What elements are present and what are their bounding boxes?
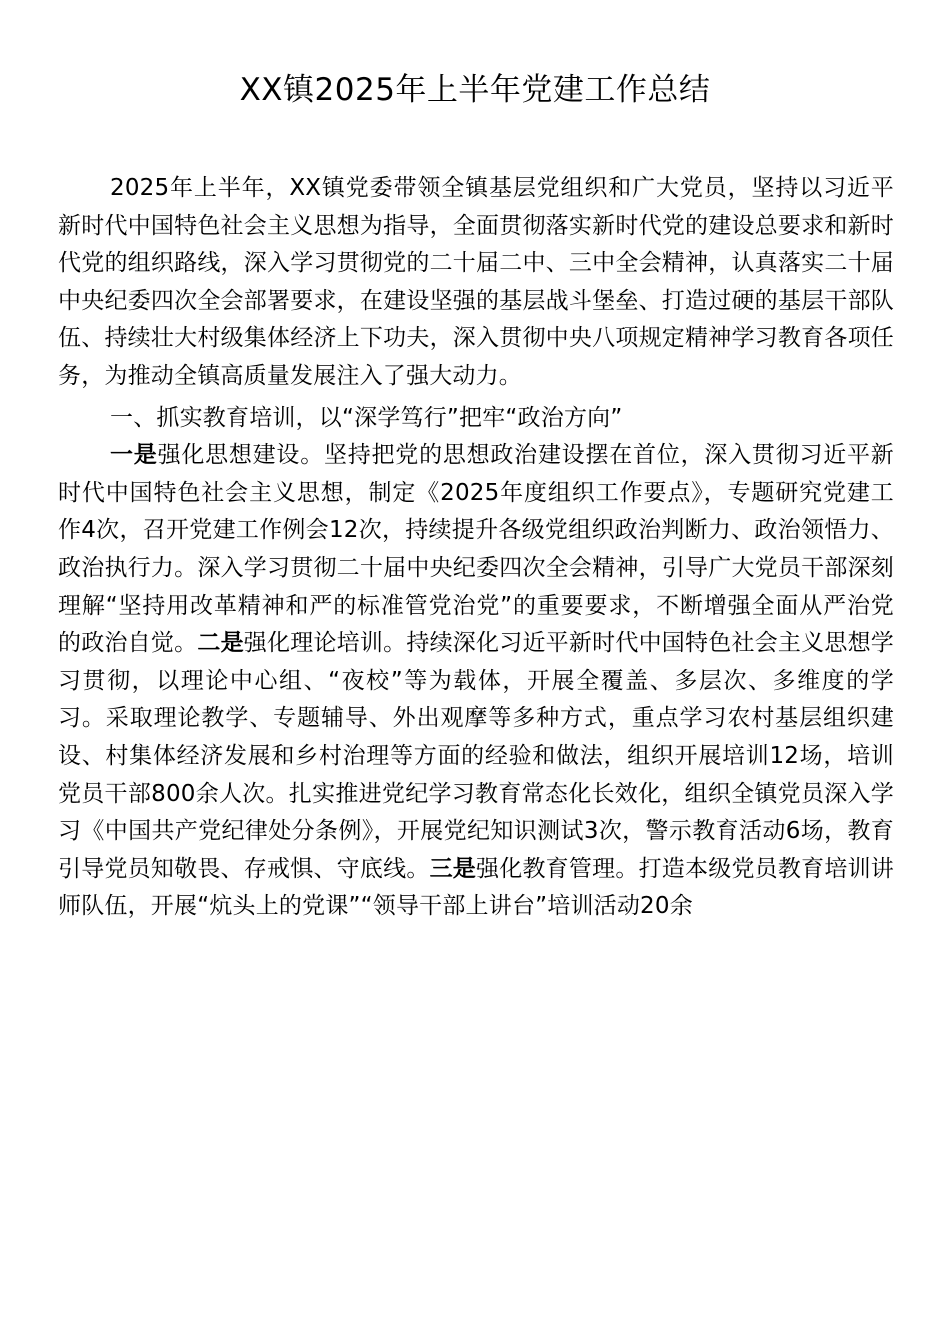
point-text-3: 强化教育管理。打造本级党员教育培训讲师队伍，开展“炕头上的党课”“领导干部上讲台”培训活动20余 — [58, 855, 894, 920]
section-paragraph — [58, 437, 894, 926]
section-heading: 一、抓实教育培训，以“深学笃行”把牢“政治方向” — [110, 404, 623, 431]
document-title: XX镇2025年上半年党建工作总结 — [239, 72, 711, 108]
document-body — [58, 170, 894, 926]
point-label-3: 三是 — [429, 855, 477, 882]
point-text-2: 强化理论培训。持续深化习近平新时代中国特色社会主义思想学习贯彻，以理论中心组、“夜校”等为载体，开展全覆盖、多层次、多维度的学习。采取理论教学、专题辅导、外出观摩等多种方式，重点学习农村基层组织建设、村集体经济发展和乡村治理等方面的经验和做法，组织开展培训12场，培训党员干部800余人次。扎实推进党纪学习教育常态化长效化，组织全镇党员深入学习《中国共产党纪律处分条例》，开展党纪知识测试3次，警示教育活动6场，教育引导党员知敬畏、存戒惧、守底线。 — [58, 630, 894, 882]
point-text-1: 强化思想建设。坚持把党的思想政治建设摆在首位，深入贯彻习近平新时代中国特色社会主义思想，制定《2025年度组织工作要点》，专题研究党建工作4次，召开党建工作例会12次，持续提升各级党组织政治判断力、政治领悟力、政治执行力。深入学习贯彻二十届中央纪委四次全会精神，引导广大党员干部深刻理解“坚持用改革精神和严的标准管党治党”的重要要求，不断增强全面从严治党的政治自觉。 — [58, 442, 895, 657]
point-label-1: 一是 — [110, 442, 158, 469]
point-label-2: 二是 — [197, 630, 244, 657]
intro-paragraph: 2025年上半年，XX镇党委带领全镇基层党组织和广大党员，坚持以习近平新时代中国特色社会主义思想为指导，全面贯彻落实新时代党的建设总要求和新时代党的组织路线，深入学习贯彻党的二十届二中、三中全会精神，认真落实二十届中央纪委四次全会部署要求，在建设坚强的基层战斗堡垒、打造过硬的基层干部队伍、持续壮大村级集体经济上下功夫，深入贯彻中央八项规定精神学习教育各项任务，为推动全镇高质量发展注入了强大动力。 — [58, 175, 894, 389]
